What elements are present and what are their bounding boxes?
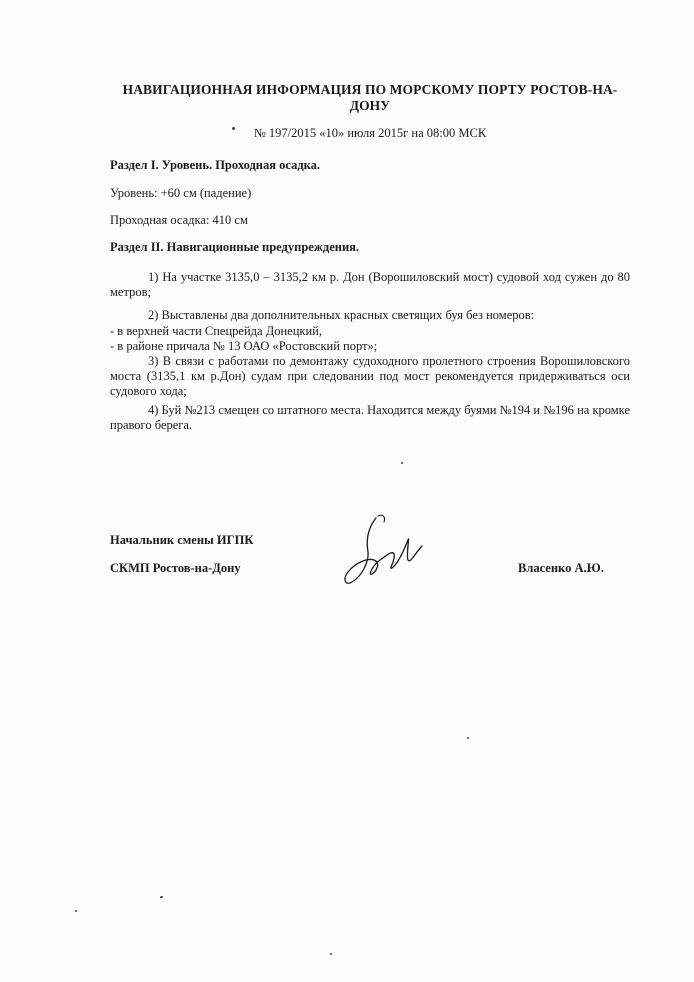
water-level: Уровень: +60 см (падение)	[110, 186, 252, 200]
warning-2-item-b: - в районе причала № 13 ОАО «Ростовский порт»;	[110, 339, 378, 353]
warning-1: 1) На участке 3135,0 – 3135,2 км р. Дон (Ворошиловский мост) судовой ход сужен до 80 метров;	[110, 270, 630, 299]
document-subtitle: № 197/2015 «10» июля 2015г на 08:00 МСК	[253, 126, 487, 140]
scan-speck	[160, 896, 163, 898]
passage-draft: Проходная осадка: 410 см	[110, 213, 248, 227]
section1-heading: Раздел I. Уровень. Проходная осадка.	[110, 158, 321, 172]
signer-name: Власенко А.Ю.	[518, 561, 604, 575]
scan-speck	[467, 737, 469, 739]
scan-speck	[330, 953, 332, 955]
document-title: НАВИГАЦИОННАЯ ИНФОРМАЦИЯ ПО МОРСКОМУ ПОРТУ РОСТОВ-НА-ДОНУ	[122, 82, 618, 113]
signer-position-line2: СКМП Ростов-на-Дону	[110, 561, 241, 575]
scan-speck	[75, 910, 77, 912]
warning-2-item-a: - в верхней части Спецрейда Донецкий,	[110, 324, 322, 338]
handwritten-signature	[338, 510, 428, 590]
warning-2: 2) Выставлены два дополнительных красных светящих буя без номеров:	[148, 308, 535, 322]
section2-heading: Раздел II. Навигационные предупреждения.	[110, 240, 360, 254]
warning-4: 4) Буй №213 смещен со штатного места. Находится между буями №194 и №196 на кромке правого берега.	[110, 403, 630, 432]
signer-position-line1: Начальник смены ИГПК	[110, 533, 254, 547]
scan-speck	[232, 127, 235, 130]
scan-speck	[401, 462, 403, 464]
warning-3: 3) В связи с работами по демонтажу судоходного пролетного строения Ворошиловского моста (3135,1 км р.Дон) судам при следовании под мост рекомендуется придерживаться оси судового хода;	[110, 354, 630, 398]
